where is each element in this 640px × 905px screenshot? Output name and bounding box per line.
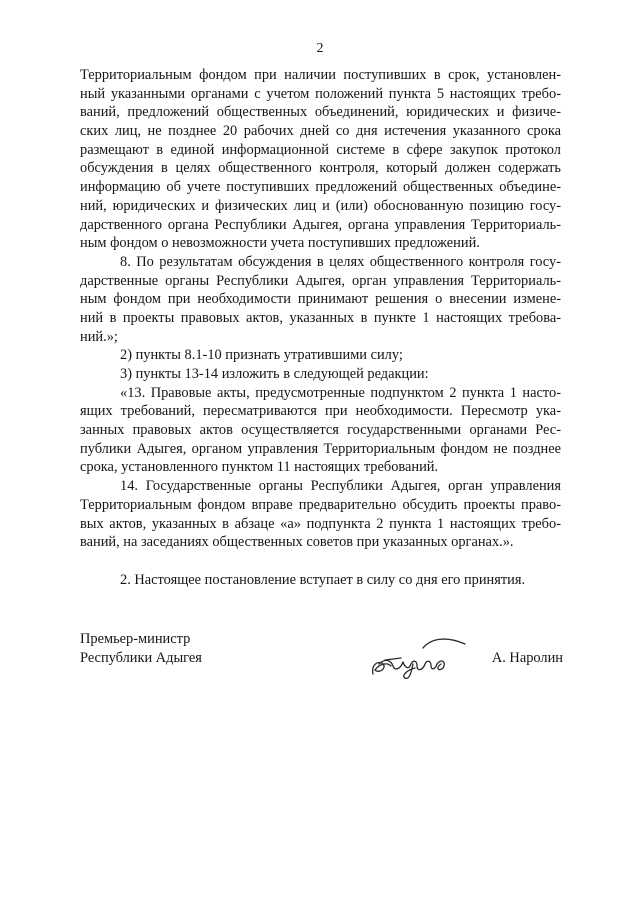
- text-line: ный указанными органами с учетом положений пункта 5 настоящих требо-: [80, 85, 561, 102]
- text-line: ящих требований, пересматриваются при необходимости. Пересмотр ука-: [80, 403, 561, 420]
- page-number: 2: [316, 41, 324, 56]
- paragraph-continuation: [80, 66, 561, 253]
- text-line: 14. Государственные органы Республики Адыгея, орган управления: [120, 478, 561, 495]
- position-line: Премьер-министр: [80, 631, 191, 647]
- text-line: размещают в единой информационной системе в сфере закупок протокол: [80, 141, 561, 158]
- text-line: дарственные органы Республики Адыгея, орган управления Территориаль-: [80, 272, 561, 289]
- text-line: Территориальным фондом при наличии поступивших в срок, установлен-: [80, 67, 561, 83]
- signatory-position: [80, 630, 202, 667]
- text-line: Территориальным фондом вправе предварительно обсудить проекты право-: [80, 496, 561, 513]
- text-line: срока, установленного пунктом 11 настоящих требований.: [80, 459, 439, 476]
- text-line: информацию об учете поступивших предложений общественных объедине-: [80, 179, 561, 196]
- paragraph-13: [80, 384, 561, 477]
- clause-2: 2. Настоящее постановление вступает в силу со дня его принятия.: [120, 571, 526, 588]
- text-line: публики Адыгея, органом управления Территориальным фондом не позднее: [80, 440, 561, 457]
- handwritten-signature-icon: [365, 634, 473, 680]
- text-line: дарственного органа Республики Адыгея, органа управления Территориаль-: [80, 216, 561, 233]
- text-line: занных правовых актов осуществляется государственными органами Рес-: [80, 422, 561, 439]
- signatory-name: А. Наролин: [491, 650, 563, 666]
- text-line: «13. Правовые акты, предусмотренные подпунктом 2 пункта 1 насто-: [120, 384, 561, 401]
- paragraph-spacer: [80, 552, 561, 571]
- text-line: ваний, на заседаниях общественных советов при указанных органах.».: [80, 534, 514, 551]
- paragraph-14: [80, 477, 561, 552]
- text-line: вых актов, указанных в абзаце «а» подпункта 2 пункта 1 настоящих требо-: [80, 515, 561, 532]
- text-line: ний, юридических и физических лиц и (или) обоснованную позицию госу-: [80, 197, 561, 214]
- text-line: ваний, предложений общественных объединений, юридических и физиче-: [80, 104, 561, 121]
- text-line: обсуждения в целях общественного контроля, который должен содержать: [80, 160, 561, 177]
- text-line: ских лиц, не позднее 20 рабочих дней со дня истечения указанного срока: [80, 123, 561, 140]
- text-line: ний в проекты правовых актов, указанных в пункте 1 настоящих требова-: [80, 309, 561, 326]
- position-line: Республики Адыгея: [80, 649, 202, 666]
- text-line: 8. По результатам обсуждения в целях общественного контроля госу-: [120, 253, 561, 270]
- text-line: ным фондом при необходимости принимают решения о внесении измене-: [80, 291, 561, 308]
- list-item-2: 2) пункты 8.1-10 признать утратившими силу;: [120, 347, 403, 364]
- signature-block: [80, 630, 563, 680]
- text-line: ным фондом о невозможности учета поступивших предложений.: [80, 235, 480, 252]
- paragraph-8: [80, 253, 561, 346]
- text-line: ний.»;: [80, 328, 118, 345]
- list-item-3: 3) пункты 13-14 изложить в следующей редакции:: [120, 366, 429, 382]
- document-body: [80, 66, 561, 590]
